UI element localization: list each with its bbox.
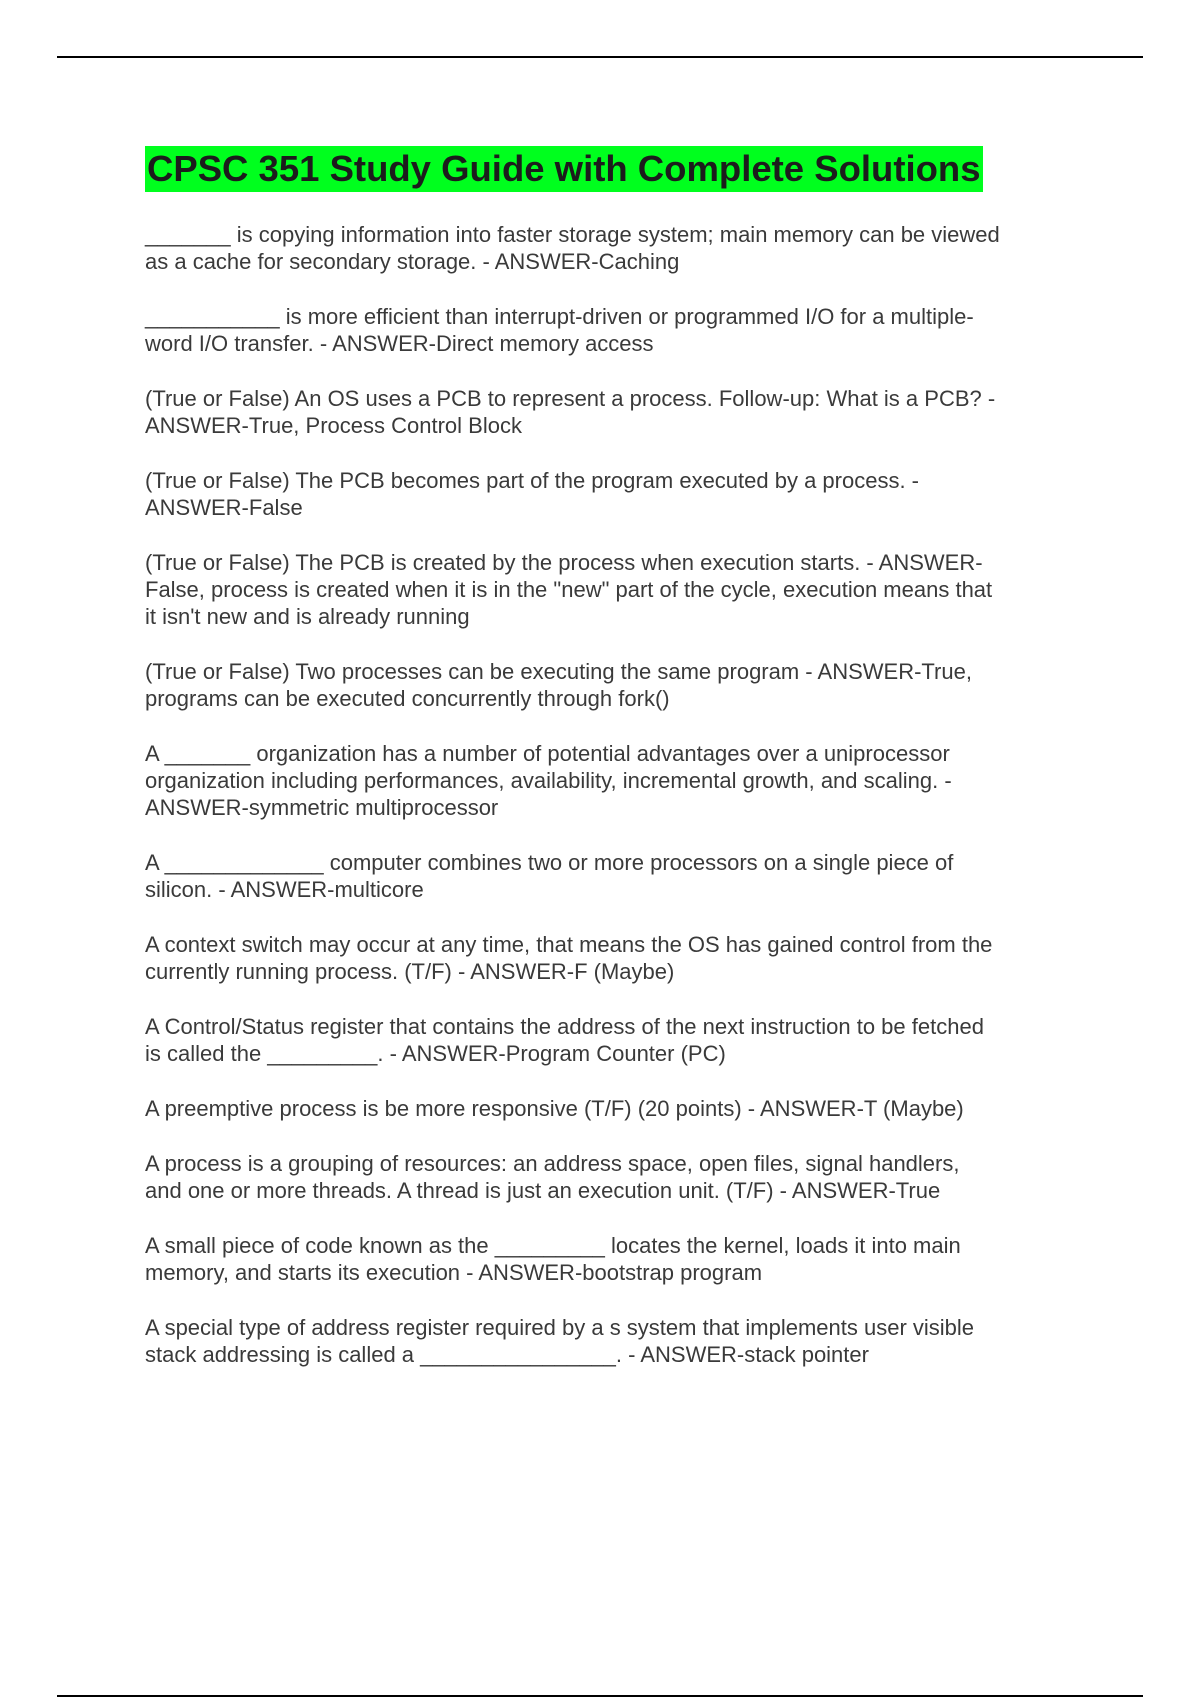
qa-item: (True or False) The PCB is created by the process when execution starts. - ANSWER- False, process is created when it is in the "new" part of the cycle, execution means that it isn't new and is already running — [145, 550, 993, 629]
qa-item: A Control/Status register that contains the address of the next instruction to be fetched is called the _________. - ANSWER-Program Counter (PC) — [145, 1014, 984, 1066]
document-body — [145, 146, 1090, 1396]
qa-item: (True or False) Two processes can be executing the same program - ANSWER-True, programs can be executed concurrently through fork() — [145, 659, 972, 711]
qa-item: A preemptive process is be more responsive (T/F) (20 points) - ANSWER-T (Maybe) — [145, 1096, 964, 1121]
qa-item: ___________ is more efficient than interrupt-driven or programmed I/O for a multiple- word I/O transfer. - ANSWER-Direct memory access — [145, 304, 974, 356]
qa-list — [145, 221, 1090, 1368]
qa-item: _______ is copying information into faster storage system; main memory can be viewed as a cache for secondary storage. - ANSWER-Caching — [145, 222, 1000, 274]
qa-item: A context switch may occur at any time, that means the OS has gained control from the currently running process. (T/F) - ANSWER-F (Maybe) — [145, 932, 993, 984]
qa-item: A special type of address register required by a s system that implements user visible stack addressing is called a ________________. - ANSWER-stack pointer — [145, 1315, 975, 1367]
qa-item: (True or False) The PCB becomes part of the program executed by a process. - ANSWER-False — [145, 468, 920, 520]
bottom-rule — [57, 1695, 1143, 1697]
qa-item: (True or False) An OS uses a PCB to represent a process. Follow-up: What is a PCB? - ANSWER-True, Process Control Block — [145, 386, 996, 438]
top-rule — [57, 56, 1143, 58]
qa-item: A process is a grouping of resources: an address space, open files, signal handlers, and one or more threads. A thread is just an execution unit. (T/F) - ANSWER-True — [145, 1151, 960, 1203]
qa-item: A small piece of code known as the _________ locates the kernel, loads it into main memory, and starts its execution - ANSWER-bootstrap program — [145, 1233, 961, 1285]
document-title: CPSC 351 Study Guide with Complete Solutions — [145, 146, 983, 192]
qa-item: A _____________ computer combines two or more processors on a single piece of silicon. - ANSWER-multicore — [145, 850, 954, 902]
qa-item: A _______ organization has a number of potential advantages over a uniprocessor organization including performances, availability, incremental growth, and scaling. - ANSWER-symmetric multiprocessor — [145, 741, 952, 820]
